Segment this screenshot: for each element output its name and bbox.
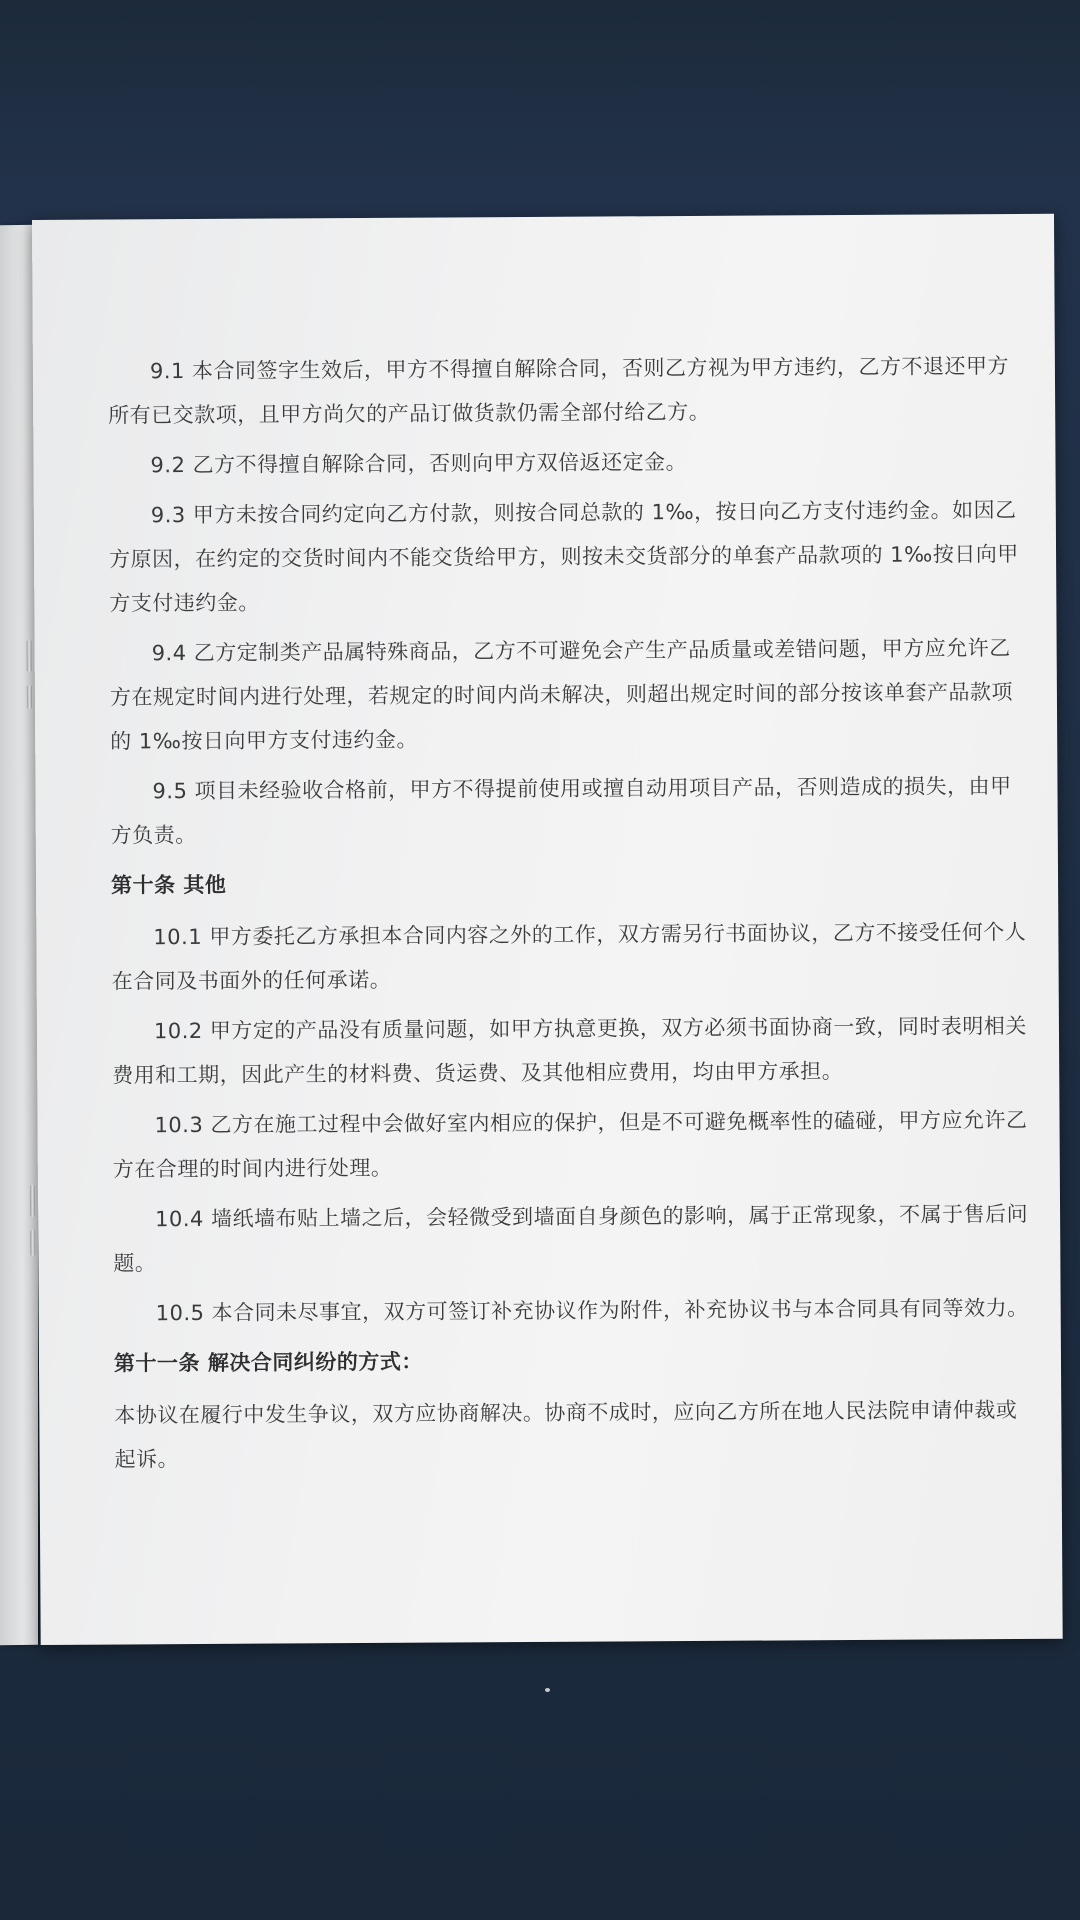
staple-icon bbox=[30, 1185, 35, 1217]
staple-icon bbox=[27, 685, 32, 709]
clause-10-2: 10.2 甲方定的产品没有质量问题，如甲方执意更换，双方必须书面协商一致，同时表明相关费用和工期，因此产生的材料费、货运费、及其他相应费用，均由甲方承担。 bbox=[112, 1013, 1027, 1088]
contract-text bbox=[108, 344, 1035, 1482]
clause-10-1: 10.1 甲方委托乙方承担本合同内容之外的工作，双方需另行书面协议，乙方不接受任何个人在合同及书面外的任何承诺。 bbox=[111, 919, 1027, 994]
dust-speck bbox=[545, 1688, 550, 1692]
clause-9-2: 9.2 乙方不得擅自解除合同，否则向甲方双倍返还定金。 bbox=[150, 450, 688, 478]
section-10-heading: 第十条 其他 bbox=[110, 872, 227, 898]
clause-11-body: 本协议在履行中发生争议，双方应协商解决。协商不成时，应向乙方所在地人民法院申请仲裁或起诉。 bbox=[114, 1398, 1018, 1472]
contract-page bbox=[32, 214, 1063, 1645]
staple-icon bbox=[30, 1230, 35, 1256]
clause-10-4: 10.4 墙纸墙布贴上墙之后，会轻微受到墙面自身颜色的影响，属于正常现象，不属于售后问题。 bbox=[113, 1201, 1029, 1276]
clause-9-1: 9.1 本合同签字生效后，甲方不得擅自解除合同，否则乙方视为甲方违约，乙方不退还甲方所有已交款项，且甲方尚欠的产品订做货款仍需全部付给乙方。 bbox=[108, 354, 1010, 428]
clause-9-3: 9.3 甲方未按合同约定向乙方付款，则按合同总款的 1‰，按日向乙方支付违约金。如因乙方原因，在约定的交货时间内不能交货给甲方，则按未交货部分的单套产品款项的 1‰按日向甲方支付违约金。 bbox=[109, 497, 1019, 616]
section-11-heading: 第十一条 解决合同纠纷的方式： bbox=[113, 1349, 423, 1376]
clause-10-3: 10.3 乙方在施工过程中会做好室内相应的保护，但是不可避免概率性的磕碰，甲方应允许乙方在合理的时间内进行处理。 bbox=[112, 1107, 1028, 1182]
clause-10-5: 10.5 本合同未尽事宜，双方可签订补充协议作为附件，补充协议书与本合同具有同等效力。 bbox=[155, 1295, 1029, 1326]
staple-icon bbox=[27, 640, 32, 672]
back-page-edge bbox=[0, 225, 38, 1645]
clause-9-5: 9.5 项目未经验收合格前，甲方不得提前使用或擅自动用项目产品，否则造成的损失，由甲方负责。 bbox=[110, 774, 1012, 848]
clause-9-4: 9.4 乙方定制类产品属特殊商品，乙方不可避免会产生产品质量或差错问题，甲方应允许乙方在规定时间内进行处理，若规定的时间内尚未解决，则超出规定时间的部分按该单套产品款项的 1‰按日向甲方支付违约金。 bbox=[109, 636, 1013, 754]
